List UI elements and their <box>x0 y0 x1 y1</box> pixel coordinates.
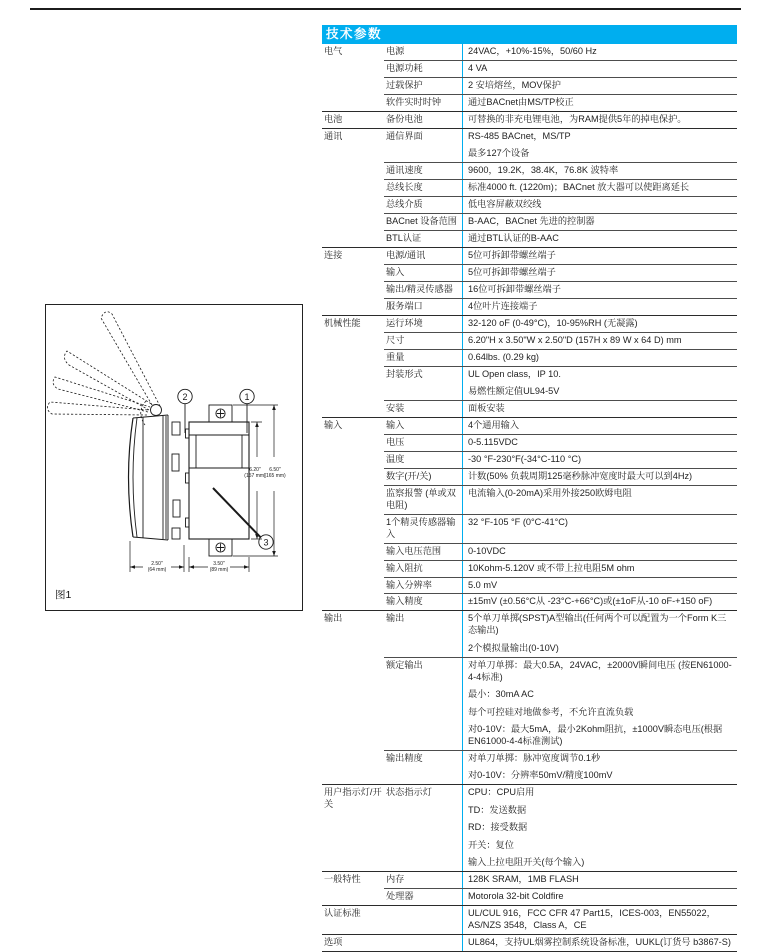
value-line: 面板安装 <box>468 403 505 414</box>
param-label: 输入阻抗 <box>386 562 423 573</box>
value-line: TD：发送数据 <box>468 804 527 815</box>
section-rows <box>384 906 737 934</box>
spec-row <box>384 451 737 468</box>
value-line: 4 VA <box>468 62 488 73</box>
spec-section <box>322 44 737 111</box>
value-line: 24VAC，+10%-15%，50/60 Hz <box>468 46 597 56</box>
param-value <box>462 61 737 77</box>
value-line: 4位叶片连接端子 <box>468 300 538 311</box>
spec-section <box>322 417 737 610</box>
param-value <box>462 486 737 514</box>
dimension-depth <box>130 541 184 573</box>
spec-row <box>384 77 737 94</box>
value-line: 每个可控硅对地做参考，不允许直流负载 <box>468 706 634 717</box>
param-value <box>462 197 737 213</box>
param-label: 通信界面 <box>386 130 423 141</box>
device-body <box>186 422 250 539</box>
spec-row <box>384 485 737 514</box>
value-line: 输入上拉电阻开关(每个输入) <box>468 857 585 868</box>
section-rows <box>384 785 737 871</box>
door-clips <box>172 422 180 539</box>
spec-row <box>384 44 737 60</box>
spec-row <box>384 434 737 451</box>
spec-section <box>322 315 737 417</box>
mounting-tab-bottom <box>209 539 232 556</box>
callout-3-number: 3 <box>263 537 269 548</box>
value-line: 对0-10V：最大5mA，最小2Kohm阻抗，±1000V瞬态电压(根据EN61000-4-4标准测试) <box>468 724 723 747</box>
dim-height-inner-in: 6.20" <box>249 467 261 473</box>
category-label: 选项 <box>324 936 343 947</box>
category-label: 机械性能 <box>324 317 361 328</box>
table-title: 技术参数 <box>326 27 383 42</box>
dimension-height <box>233 405 286 556</box>
spec-row <box>384 785 737 871</box>
param-value <box>462 544 737 560</box>
param-value <box>462 594 737 610</box>
param-value <box>462 452 737 468</box>
callout-2-number: 2 <box>182 391 188 402</box>
param-label: 输入 <box>386 266 405 277</box>
value-line: 易燃性额定值UL94-5V <box>468 386 560 397</box>
param-label: 安装 <box>386 403 405 414</box>
param-label: 总线介质 <box>386 199 423 210</box>
param-value <box>462 578 737 594</box>
value-line: RD：接受数据 <box>468 822 528 833</box>
param-label: 1个精灵传感器输入 <box>386 516 456 539</box>
param-label: 通讯速度 <box>386 165 423 176</box>
value-line: 对单刀单掷：最大0.5A，24VAC，±2000V瞬间电压 (按EN61000-4-4标准) <box>468 659 732 682</box>
param-value <box>462 889 737 905</box>
spec-row <box>384 750 737 784</box>
spec-row <box>384 560 737 577</box>
section-rows <box>384 112 737 128</box>
dim-depth-in: 2.50" <box>151 561 163 567</box>
param-label: 运行环境 <box>386 317 423 328</box>
spec-row <box>384 418 737 434</box>
spec-row <box>384 281 737 298</box>
spec-row <box>384 230 737 247</box>
param-value <box>462 418 737 434</box>
spec-row <box>384 657 737 750</box>
param-value <box>462 112 737 128</box>
param-label: 输出/精灵传感器 <box>386 283 453 294</box>
spec-row <box>384 906 737 934</box>
param-label: 输入分辨率 <box>386 579 432 590</box>
param-value <box>462 44 737 60</box>
param-value <box>462 785 737 871</box>
callout-1-number: 1 <box>244 391 250 402</box>
spec-section <box>322 871 737 905</box>
door-swing-dashed-lines <box>47 312 161 425</box>
param-value <box>462 561 737 577</box>
spec-section <box>322 610 737 784</box>
param-label: 输出精度 <box>386 752 423 763</box>
spec-section <box>322 934 737 951</box>
param-value <box>462 248 737 264</box>
spec-row <box>384 872 737 888</box>
param-value <box>462 872 737 888</box>
dim-height-outer-in: 6.50" <box>269 467 281 473</box>
param-label: 数字(开/关) <box>386 470 432 481</box>
param-value <box>462 299 737 315</box>
spec-row <box>384 213 737 230</box>
figure-device-dimensions <box>45 304 303 611</box>
value-line: 计数(50% 负载周期125毫秒脉冲宽度时最大可以到4Hz) <box>468 470 693 481</box>
top-divider <box>30 8 741 10</box>
spec-row <box>384 935 737 951</box>
value-line: 5位可拆卸带螺丝端子 <box>468 249 556 260</box>
category-label: 一般特性 <box>324 874 361 885</box>
spec-row <box>384 366 737 400</box>
param-label: 监察报警 (单或双电阻) <box>386 487 456 510</box>
spec-row <box>384 196 737 213</box>
value-line: 通过BTL认证的B-AAC <box>468 232 559 243</box>
value-line: 最小：30mA AC <box>468 689 534 700</box>
param-value <box>462 401 737 417</box>
value-line: 电流输入(0-20mA)采用外接250欧姆电阻 <box>468 487 632 498</box>
value-line: 开关：复位 <box>468 839 514 850</box>
param-value <box>462 214 737 230</box>
spec-row <box>384 162 737 179</box>
param-value <box>462 163 737 179</box>
spec-row <box>384 577 737 594</box>
spec-row <box>384 514 737 543</box>
value-line: Motorola 32-bit Coldfire <box>468 891 564 902</box>
spec-row <box>384 593 737 610</box>
value-line: 0-5.115VDC <box>468 436 518 447</box>
dim-height-inner-mm: (157 mm) <box>244 473 266 479</box>
param-value <box>462 231 737 247</box>
spec-row <box>384 888 737 905</box>
spec-row <box>384 60 737 77</box>
param-label <box>384 935 462 951</box>
param-label: 输入精度 <box>386 596 423 607</box>
value-line: ±15mV (±0.56°C从 -23°C-+66°C)或(±1oF从-10 oF-+150 oF) <box>468 596 713 607</box>
spec-section <box>322 784 737 871</box>
dimension-width <box>189 557 249 573</box>
section-rows <box>384 935 737 951</box>
callout-1 <box>240 389 254 433</box>
param-value <box>462 350 737 366</box>
value-line: 32-120 oF (0-49°C)，10-95%RH (无凝露) <box>468 317 638 328</box>
value-line: UL Open class，IP 10. <box>468 368 561 379</box>
value-line: 128K SRAM，1MB FLASH <box>468 874 579 885</box>
param-label: 电源功耗 <box>386 62 423 73</box>
dim-width-mm: (89 mm) <box>209 567 229 573</box>
param-value <box>462 611 737 656</box>
spec-row <box>384 316 737 332</box>
device-drawing <box>46 305 302 610</box>
section-rows <box>384 44 737 111</box>
category-label: 通讯 <box>324 130 343 141</box>
spec-row <box>384 264 737 281</box>
value-line: 可替换的非充电锂电池，为RAM提供5年的掉电保护。 <box>468 113 687 124</box>
section-rows <box>384 248 737 315</box>
value-line: 5个单刀单掷(SPST)A型输出(任何两个可以配置为一个Form K三态输出) <box>468 613 727 636</box>
callout-3 <box>213 488 273 549</box>
param-label: 处理器 <box>386 891 414 902</box>
param-label: 输入电压范围 <box>386 545 442 556</box>
section-rows <box>384 129 737 247</box>
value-line: 4个通用输入 <box>468 419 520 430</box>
spec-row <box>384 332 737 349</box>
category-label: 认证标准 <box>324 908 361 919</box>
param-label: BTL认证 <box>386 232 422 243</box>
section-rows <box>384 872 737 905</box>
param-label <box>384 906 462 934</box>
param-label: 额定输出 <box>386 659 423 670</box>
value-line: 5.0 mV <box>468 579 498 590</box>
param-label: 电源 <box>386 46 405 56</box>
dim-width-in: 3.50" <box>213 561 225 567</box>
value-line: 2个模拟量输出(0-10V) <box>468 642 559 653</box>
value-line: 通过BACnet由MS/TP校正 <box>468 96 574 107</box>
param-value <box>462 265 737 281</box>
value-line: B-AAC，BACnet 先进的控制器 <box>468 216 595 227</box>
param-value <box>462 367 737 400</box>
param-label: 输出 <box>386 613 405 624</box>
param-value <box>462 751 737 784</box>
spec-row <box>384 129 737 162</box>
param-value <box>462 515 737 543</box>
param-label: 重量 <box>386 351 405 362</box>
value-line: UL/CUL 916，FCC CFR 47 Part15，ICES-003，EN55022，AS/NZS 3548，Class A，CE <box>468 908 716 931</box>
category-label: 用户指示灯/开关 <box>324 787 382 810</box>
value-line: 对0-10V：分辨率50mV/精度100mV <box>468 770 613 781</box>
param-label: 软件实时时钟 <box>386 96 442 107</box>
device-door <box>129 405 169 541</box>
param-value <box>462 316 737 332</box>
value-line: 10Kohm-5.120V 或不带上拉电阻5M ohm <box>468 562 635 573</box>
value-line: 低电容屏蔽双绞线 <box>468 199 542 210</box>
value-line: CPU：CPU启用 <box>468 787 535 798</box>
spec-row <box>384 543 737 560</box>
param-value <box>462 95 737 111</box>
spec-row <box>384 468 737 485</box>
spec-section <box>322 111 737 128</box>
value-line: 最多127个设备 <box>468 148 530 159</box>
value-line: -30 °F-230°F(-34°C-110 °C) <box>468 453 582 464</box>
param-value <box>462 282 737 298</box>
param-label: 服务端口 <box>386 300 423 311</box>
param-value <box>462 906 737 934</box>
param-label: 内存 <box>386 874 405 885</box>
category-label: 电池 <box>324 113 343 124</box>
figure-label: 图1 <box>55 589 72 601</box>
section-rows <box>384 611 737 784</box>
dim-depth-mm: (64 mm) <box>147 567 167 573</box>
spec-section <box>322 905 737 934</box>
section-rows <box>384 418 737 610</box>
param-label: 电源/通讯 <box>386 249 426 260</box>
table-title-bar <box>322 25 737 44</box>
category-label: 电气 <box>324 46 343 56</box>
param-label: 温度 <box>386 453 405 464</box>
spec-row <box>384 611 737 656</box>
spec-row <box>384 112 737 128</box>
value-line: 32 °F-105 °F (0°C-41°C) <box>468 516 568 527</box>
param-value <box>462 469 737 485</box>
value-line: 对单刀单掷：脉冲宽度调节0.1秒 <box>468 752 601 763</box>
param-value <box>462 78 737 94</box>
spec-section <box>322 247 737 315</box>
value-line: 标准4000 ft. (1220m)；BACnet 放大器可以使距离延长 <box>468 182 690 193</box>
spec-row <box>384 94 737 111</box>
value-line: 16位可拆卸带螺丝端子 <box>468 283 561 294</box>
param-label: BACnet 设备范围 <box>386 216 457 227</box>
spec-row <box>384 349 737 366</box>
param-value <box>462 935 737 951</box>
spec-row <box>384 298 737 315</box>
param-label: 备份电池 <box>386 113 423 124</box>
spec-row <box>384 248 737 264</box>
value-line: RS-485 BACnet，MS/TP <box>468 130 571 141</box>
spec-table-body <box>322 44 737 952</box>
param-value <box>462 180 737 196</box>
spec-row <box>384 179 737 196</box>
param-value <box>462 333 737 349</box>
value-line: 6.20"H x 3.50"W x 2.50"D (157H x 89 W x 64 D) mm <box>468 334 682 345</box>
param-value <box>462 129 737 162</box>
value-line: 2 安培熔丝，MOV保护 <box>468 79 561 90</box>
param-label: 过载保护 <box>386 79 423 90</box>
value-line: 0.64lbs. (0.29 kg) <box>468 351 539 362</box>
param-label: 电压 <box>386 436 405 447</box>
category-label: 连接 <box>324 249 343 260</box>
param-label: 封装形式 <box>386 368 423 379</box>
spec-row <box>384 400 737 417</box>
value-line: 5位可拆卸带螺丝端子 <box>468 266 556 277</box>
spec-section <box>322 128 737 247</box>
category-label: 输出 <box>324 613 343 624</box>
value-line: 9600，19.2K，38.4K，76.8K 波特率 <box>468 165 619 176</box>
section-rows <box>384 316 737 417</box>
value-line: UL864，支持UL烟雾控制系统设备标准，UUKL(订货号 b3867-S) <box>468 936 731 947</box>
param-value <box>462 658 737 750</box>
param-label: 总线长度 <box>386 182 423 193</box>
value-line: 0-10VDC <box>468 545 506 556</box>
param-label: 状态指示灯 <box>386 787 432 798</box>
dim-height-outer-mm: (165 mm) <box>264 473 286 479</box>
category-label: 输入 <box>324 419 343 430</box>
technical-parameters-table <box>322 25 737 952</box>
mounting-tab-top <box>209 405 232 422</box>
param-value <box>462 435 737 451</box>
param-label: 输入 <box>386 419 405 430</box>
param-label: 尺寸 <box>386 334 405 345</box>
